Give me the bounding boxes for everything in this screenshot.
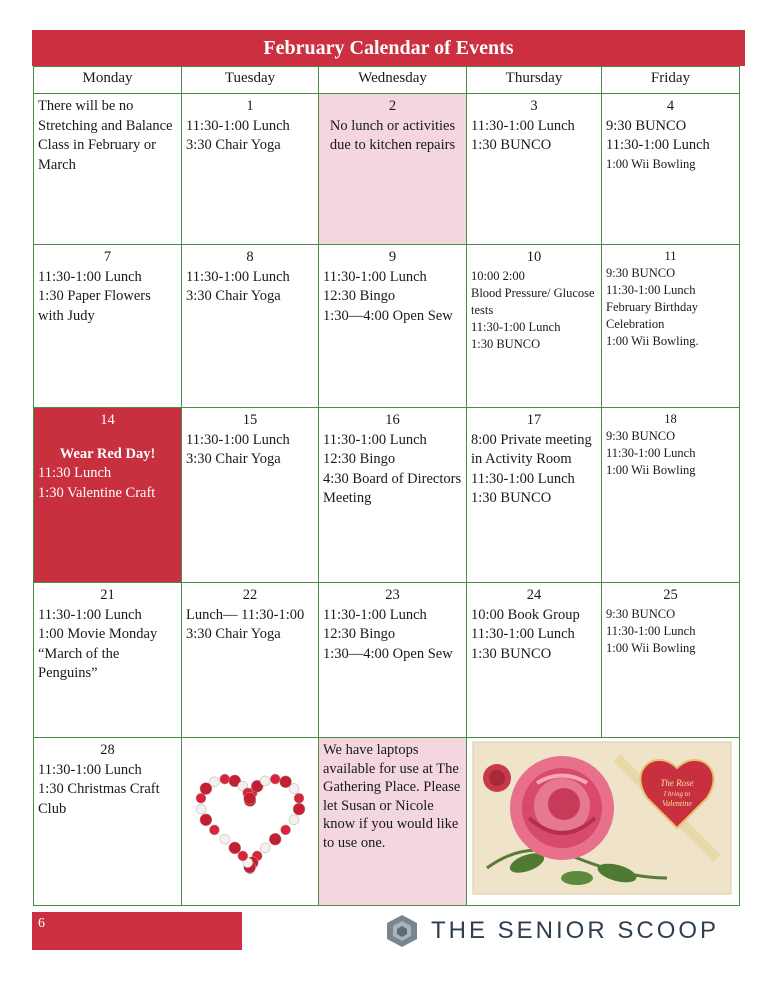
day-number: 17 [526, 412, 542, 428]
event-line: 3:30 Chair Yoga [186, 137, 281, 153]
event-line: Lunch— 11:30-1:00 3:30 Chair Yoga [186, 606, 305, 642]
calendar-cell [182, 408, 319, 583]
heart-bead [196, 804, 206, 814]
event-note: There will be no Stretching and Balance Class in February or March [38, 98, 173, 173]
calendar-cell [602, 583, 740, 738]
heart-bead [289, 815, 299, 825]
event-line: 11:30-1:00 Lunch [38, 761, 142, 778]
calendar-cell [319, 245, 467, 408]
day-number: 10 [526, 249, 542, 265]
event-line: February Birthday Celebration [606, 300, 698, 331]
calendar-cell [467, 583, 602, 738]
event-line: 11:30-1:00 Lunch [38, 268, 142, 285]
event-line: 10:00 Book Group [471, 606, 580, 623]
calendar-cell [467, 94, 602, 245]
calendar-cell [602, 408, 740, 583]
event-line: 12:30 Bingo [323, 626, 396, 642]
calendar-cell [34, 245, 182, 408]
event-line: 11:30-1:00 Lunch [471, 626, 575, 642]
calendar-cell [467, 245, 602, 408]
calendar-cell-note [319, 738, 467, 906]
day-number: 28 [100, 742, 115, 758]
event-line: 1:30—4:00 Open Sew [323, 307, 453, 324]
heart-bead [293, 803, 305, 815]
calendar-cell [182, 583, 319, 738]
day-number: 24 [526, 587, 542, 603]
event-line: 9:30 BUNCO [606, 429, 676, 443]
heart-bead [260, 843, 270, 853]
event-line: 1:00 Wii Bowling [606, 640, 696, 655]
event-line: 11:30-1:00 Lunch [186, 117, 290, 134]
event-line: 3:30 Chair Yoga [186, 451, 281, 467]
page-number: 6 [38, 916, 45, 931]
calendar-cell-image [467, 738, 740, 906]
event-line: 9:30 BUNCO [606, 606, 676, 621]
day-number: 25 [663, 587, 678, 603]
laptop-notice: We have laptops available for use at The Gathering Place. Please let Susan or Nicole know if you would like to use one. [323, 742, 461, 851]
event-line: 11:30 Lunch [38, 465, 112, 481]
event-heading: Wear Red Day! [59, 445, 156, 462]
day-number: 8 [246, 249, 254, 265]
heart-bead [281, 825, 291, 835]
event-line: 11:30-1:00 Lunch [323, 606, 427, 623]
weekday-header: Monday [34, 67, 182, 94]
day-number: 21 [100, 587, 115, 603]
calendar-cell [319, 94, 467, 245]
event-line: 11:30-1:00 Lunch [323, 268, 427, 285]
brand-name: THE SENIOR SCOOP [431, 917, 720, 944]
page-number-bar [32, 912, 242, 950]
rose-card-text: The Rose [660, 778, 694, 788]
calendar-cell [602, 245, 740, 408]
event-line: 11:30-1:00 Lunch [471, 470, 575, 487]
day-number: 11 [664, 249, 677, 263]
heart-bead [196, 793, 206, 803]
event-line: 12:30 Bingo [323, 288, 396, 304]
event-line: 4:30 Board of Directors Meeting [323, 470, 462, 506]
heart-bead [244, 792, 256, 804]
heart-bead [200, 814, 212, 826]
event-line: 1:00 Wii Bowling [606, 156, 696, 171]
hexagon-logo-icon [383, 913, 421, 949]
heart-bead [229, 842, 241, 854]
event-line: 1:00 Wii Bowling [606, 463, 696, 477]
event-line: 10:00 2:00 [471, 268, 525, 283]
event-line: 11:30-1:00 Lunch [38, 606, 142, 623]
event-line: 9:30 BUNCO [606, 117, 687, 134]
day-number: 4 [666, 98, 675, 114]
event-line: 1:30—4:00 Open Sew [323, 645, 453, 662]
heart-bead [289, 784, 299, 794]
weekday-header: Wednesday [319, 67, 467, 94]
event-line: 11:30-1:00 Lunch [471, 319, 561, 334]
calendar-cell [182, 94, 319, 245]
day-number: 1 [246, 98, 254, 114]
event-line: 8:00 Private meeting in Activity Room [471, 431, 592, 467]
calendar-cell-image [182, 738, 319, 906]
day-number: 2 [388, 98, 397, 114]
calendar-cell-highlight [34, 408, 182, 583]
rose-card-text: Valentine [662, 799, 692, 808]
weekday-header: Friday [602, 67, 740, 94]
event-line: 1:30 Christmas Craft Club [38, 781, 160, 817]
event-line: 11:30-1:00 Lunch [606, 283, 696, 297]
day-number: 7 [103, 249, 112, 265]
heart-bead [269, 833, 281, 845]
calendar-cell [34, 94, 182, 245]
event-line: 11:30-1:00 Lunch [471, 117, 575, 134]
calendar-cell [467, 408, 602, 583]
event-line: 1:30 BUNCO [471, 336, 541, 351]
event-line: 1:00 Wii Bowling. [606, 334, 699, 348]
heart-bead [209, 825, 219, 835]
heart-bead [209, 777, 219, 787]
event-line: Blood Pressure/ Glucose tests [471, 285, 595, 317]
event-line: 11:30-1:00 Lunch [606, 137, 710, 153]
event-line: 11:30-1:00 Lunch [186, 268, 290, 285]
day-number: 23 [385, 587, 400, 603]
event-line: 3:30 Chair Yoga [186, 288, 281, 304]
event-line: 1:00 Movie Monday “March of the Penguins” [38, 626, 158, 681]
calendar-cell [34, 583, 182, 738]
day-number: 14 [100, 412, 115, 428]
day-number: 22 [242, 587, 258, 603]
calendar-cell [319, 408, 467, 583]
event-line: 11:30-1:00 Lunch [323, 431, 427, 448]
day-number: 15 [242, 412, 258, 428]
event-line: 11:30-1:00 Lunch [606, 446, 696, 460]
event-line: 1:30 BUNCO [471, 490, 552, 506]
event-line: 9:30 BUNCO [606, 266, 676, 280]
page-title: February Calendar of Events [32, 30, 745, 66]
heart-bead [220, 834, 230, 844]
weekday-header: Tuesday [182, 67, 319, 94]
event-line: 1:30 BUNCO [471, 137, 552, 153]
event-line: 11:30-1:00 Lunch [186, 431, 290, 448]
rose-card-text: I bring to [663, 790, 691, 798]
event-line: 11:30-1:00 Lunch [606, 623, 696, 638]
event-line: 1:30 BUNCO [471, 645, 552, 662]
event-line: 1:30 Paper Flowers with Judy [38, 288, 151, 324]
heart-bead [270, 774, 280, 784]
heart-wreath-image [182, 738, 318, 898]
day-number: 16 [385, 412, 400, 428]
heart-bead [260, 776, 270, 786]
event-line: 1:30 Valentine Craft [38, 484, 156, 501]
calendar-table [33, 66, 740, 906]
calendar-cell [602, 94, 740, 245]
day-number: 18 [664, 412, 677, 426]
calendar-cell [34, 738, 182, 906]
brand-logo [383, 913, 719, 949]
heart-bead [220, 774, 230, 784]
calendar-cell [182, 245, 319, 408]
event-line: 12:30 Bingo [323, 451, 396, 467]
rose-valentine-image [467, 738, 739, 898]
heart-bead [294, 793, 304, 803]
day-number: 3 [530, 98, 538, 114]
heart-bead [238, 851, 248, 861]
weekday-header: Thursday [467, 67, 602, 94]
calendar-cell [319, 583, 467, 738]
day-number: 9 [388, 249, 397, 265]
event-note: No lunch or activities due to kitchen repairs [329, 117, 456, 153]
